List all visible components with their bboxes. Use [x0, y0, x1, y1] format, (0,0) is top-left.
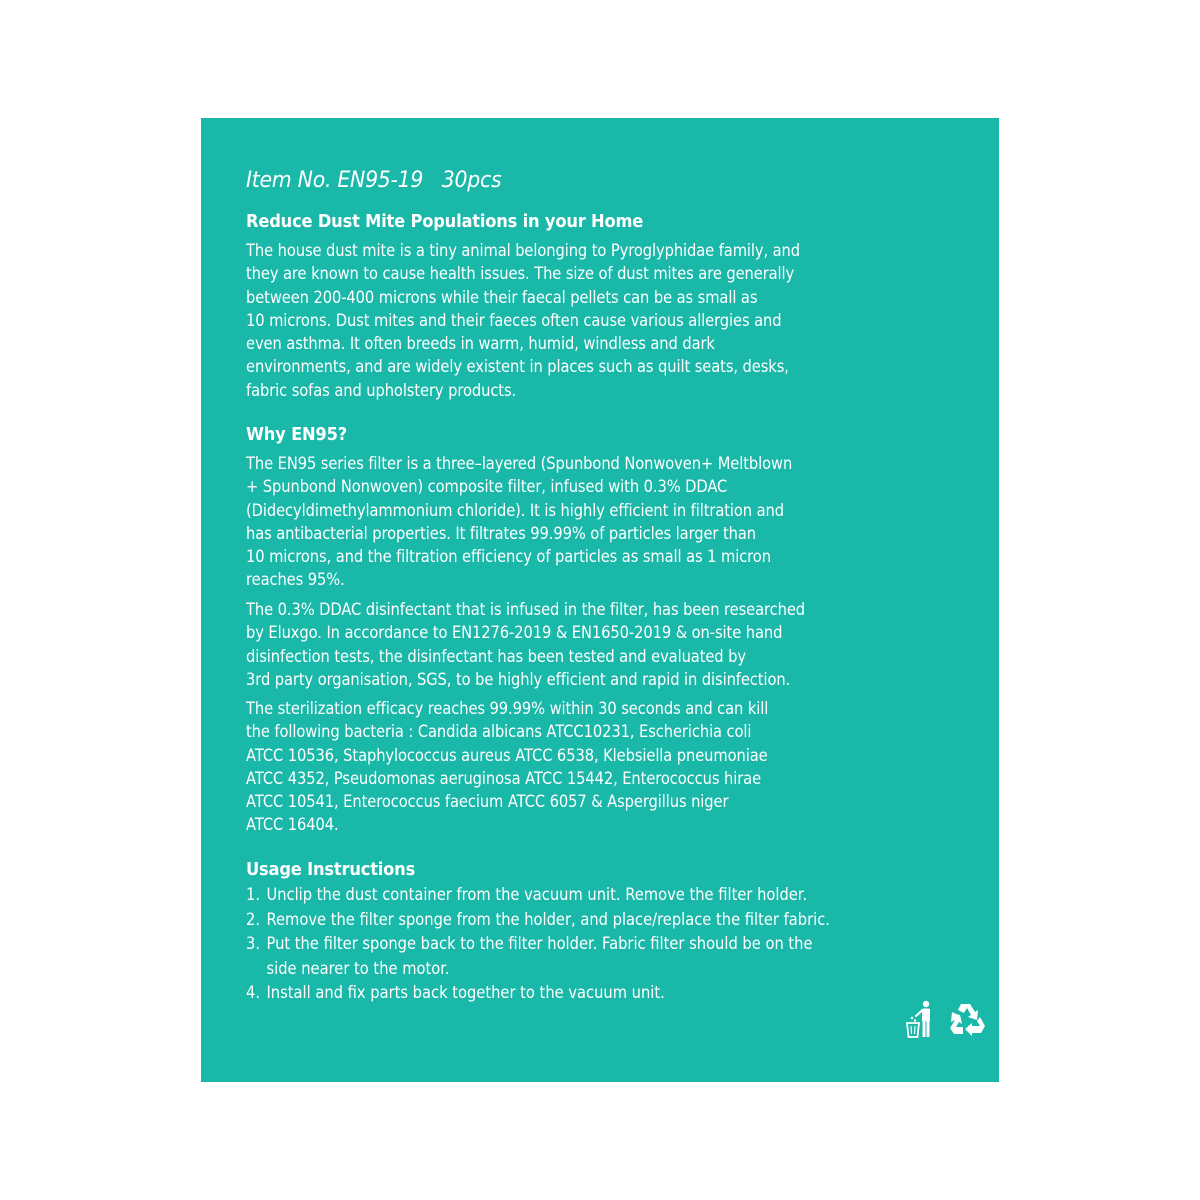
text-line: ATCC 10541, Enterococcus faecium ATCC 6057 & Aspergillus niger	[246, 792, 729, 812]
heading-usage-instructions: Usage Instructions	[246, 860, 416, 880]
step-text: Unclip the dust container from the vacuum unit. Remove the filter holder.	[266, 885, 808, 904]
usage-steps-list	[246, 883, 967, 1006]
text-line: by Eluxgo. In accordance to EN1276-2019 & EN1650-2019 & on-site hand	[246, 623, 783, 643]
text-line: The sterilization efficacy reaches 99.99% within 30 seconds and can kill	[246, 699, 769, 718]
paragraph-filter-description	[246, 452, 967, 592]
text-line: (Didecyldimethylammonium chloride). It is highly efficient in filtration and	[246, 500, 784, 520]
text-line: The house dust mite is a tiny animal belonging to Pyroglyphidae family, and	[246, 241, 801, 260]
text-line: the following bacteria : Candida albicans ATCC10231, Escherichia coli	[246, 722, 752, 742]
text-line: fabric sofas and upholstery products.	[246, 380, 517, 400]
item-number: Item No. EN95-19 30pcs	[246, 168, 502, 193]
text-line: ATCC 4352, Pseudomonas aeruginosa ATCC 15442, Enterococcus hirae	[246, 768, 762, 788]
usage-step	[246, 908, 967, 933]
step-number: 1.	[246, 885, 261, 904]
usage-step	[246, 883, 967, 908]
text-line: disinfection tests, the disinfectant has been tested and evaluated by	[246, 646, 746, 666]
step-number: 4.	[246, 983, 261, 1002]
text-line: 3rd party organisation, SGS, to be highly efficient and rapid in disinfection.	[246, 669, 791, 689]
text-line: 10 microns, and the filtration efficiency of particles as small as 1 micron	[246, 547, 771, 567]
paragraph-dust-mites	[246, 239, 967, 402]
step-text: Remove the filter sponge from the holder, and place/replace the filter fabric.	[266, 909, 830, 929]
disposal-icons	[906, 1000, 986, 1042]
text-line: reaches 95%.	[246, 570, 345, 590]
text-line: 10 microns. Dust mites and their faeces often cause various allergies and	[246, 310, 782, 330]
text-line: The EN95 series filter is a three–layered (Spunbond Nonwoven+ Meltblown	[246, 454, 793, 473]
step-number: 2.	[246, 909, 261, 929]
text-line: between 200-400 microns while their faecal pellets can be as small as	[246, 287, 758, 307]
step-text: side nearer to the motor.	[266, 958, 450, 978]
heading-why-en95: Why EN95?	[246, 425, 347, 445]
step-number: 3.	[246, 934, 261, 953]
text-line: has antibacterial properties. It filtrates 99.99% of particles larger than	[246, 523, 756, 543]
step-text: Put the filter sponge back to the filter holder. Fabric filter should be on the	[266, 934, 813, 953]
recycle-icon	[948, 1001, 986, 1041]
text-line: they are known to cause health issues. The size of dust mites are generally	[246, 264, 795, 284]
dispose-in-bin-icon	[906, 1000, 934, 1042]
product-info-panel	[201, 118, 999, 1082]
text-line: environments, and are widely existent in places such as quilt seats, desks,	[246, 357, 789, 377]
text-line: The 0.3% DDAC disinfectant that is infused in the filter, has been researched	[246, 600, 806, 619]
text-line: + Spunbond Nonwoven) composite filter, infused with 0.3% DDAC	[246, 477, 728, 497]
usage-step	[246, 932, 967, 981]
paragraph-ddac-disinfectant	[246, 598, 967, 691]
paragraph-sterilization	[246, 697, 967, 837]
text-line: ATCC 10536, Staphylococcus aureus ATCC 6538, Klebsiella pneumoniae	[246, 745, 768, 765]
text-line: even asthma. It often breeds in warm, humid, windless and dark	[246, 334, 715, 354]
text-line: ATCC 16404.	[246, 815, 339, 835]
step-text: Install and fix parts back together to the vacuum unit.	[266, 983, 665, 1002]
usage-step	[246, 981, 967, 1006]
heading-dust-mites: Reduce Dust Mite Populations in your Home	[246, 212, 644, 232]
